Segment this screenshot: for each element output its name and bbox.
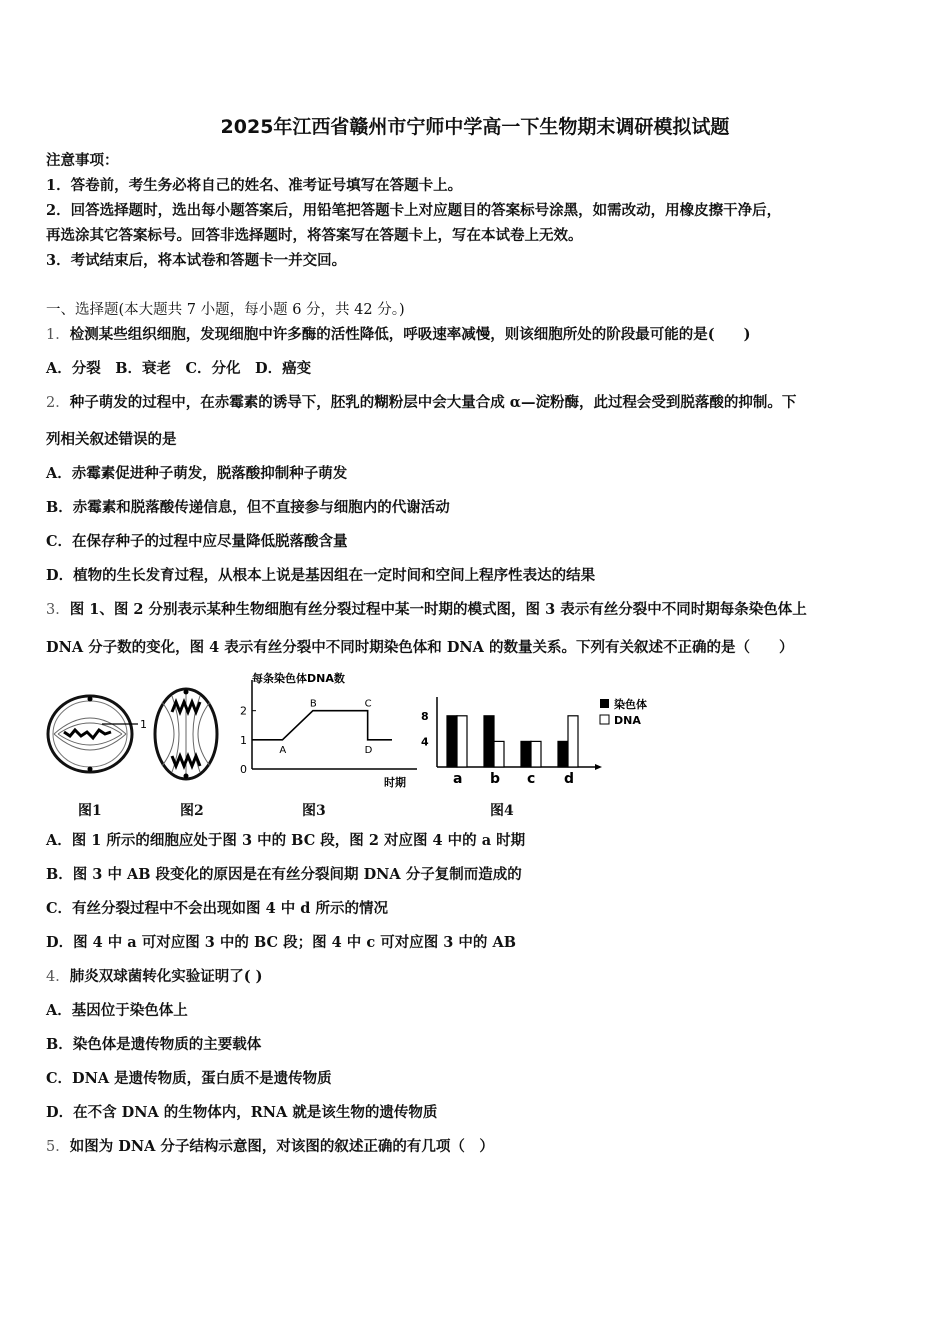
legend-label-chromosome: 染色体 — [614, 698, 647, 711]
question-2-cont: 列相关叙述错误的是 — [46, 431, 177, 448]
q2-option-c: C．在保存种子的过程中应尽量降低脱落酸含量 — [46, 533, 348, 550]
fig4-bar — [521, 741, 531, 767]
fig4-y-tick-label: 4 — [421, 735, 429, 749]
q2-option-d: D．植物的生长发育过程，从根本上说是基因组在一定时间和空间上程序性表达的结果 — [46, 567, 596, 584]
fig3-y-tick-label: 1 — [240, 733, 247, 747]
section-heading: 一、选择题(本大题共 7 小题，每小题 6 分，共 42 分。) — [46, 302, 405, 318]
question-stem: 图 1、图 2 分别表示某种生物细胞有丝分裂过程中某一时期的模式图，图 3 表示有丝分裂中不同时期每条染色体上 — [69, 601, 807, 618]
notice-heading: 注意事项： — [46, 152, 119, 169]
legend-swatch-chromosome — [600, 699, 609, 708]
q3-option-a: A．图 1 所示的细胞应处于图 3 中的 BC 段，图 2 对应图 4 中的 a 时期 — [46, 832, 526, 849]
question-stem: 检测某些组织细胞，发现细胞中许多酶的活性降低，呼吸速率减慢，则该细胞所处的阶段最可能的是( ) — [69, 326, 751, 343]
fig2-label: 图2 — [180, 803, 204, 819]
fig4-y-tick-label: 8 — [421, 709, 429, 723]
fig1-label: 图1 — [78, 803, 102, 819]
q4-option-c: C．DNA 是遗传物质，蛋白质不是遗传物质 — [46, 1070, 332, 1087]
page-title: 2025年江西省赣州市宁师中学高一下生物期末调研模拟试题 — [220, 116, 730, 138]
fig4-bar — [484, 716, 494, 767]
q1-options: A．分裂 B．衰老 C．分化 D．癌变 — [46, 360, 312, 377]
fig2-cell — [155, 689, 217, 779]
q4-option-b: B．染色体是遗传物质的主要载体 — [46, 1036, 262, 1053]
notice-item-2-cont: 再选涂其它答案标号。回答非选择题时，将答案写在答题卡上，写在本试卷上无效。 — [46, 227, 583, 244]
legend-swatch-dna — [600, 715, 609, 724]
question-1 — [46, 325, 910, 345]
fig4-bar — [531, 741, 541, 767]
question-number: 3． — [46, 602, 70, 618]
fig3-point-label: B — [309, 698, 317, 710]
q3-option-d: D．图 4 中 a 可对应图 3 中的 BC 段；图 4 中 c 可对应图 3 中的 AB — [46, 934, 516, 951]
notice-item-1: 1．答卷前，考生务必将自己的姓名、准考证号填写在答题卡上。 — [46, 177, 463, 194]
q3-option-c: C．有丝分裂过程中不会出现如图 4 中 d 所示的情况 — [46, 900, 388, 917]
question-3-cont: DNA 分子数的变化，图 4 表示有丝分裂中不同时期染色体和 DNA 的数量关系。下列有关叙述不正确的是（ ） — [46, 639, 794, 656]
fig3-point-label: D — [364, 744, 373, 756]
q3-figures — [44, 672, 684, 822]
fig3-y-tick-label: 0 — [240, 763, 247, 776]
q2-option-a: A．赤霉素促进种子萌发，脱落酸抑制种子萌发 — [46, 465, 348, 482]
question-stem: 肺炎双球菌转化实验证明了( ) — [69, 968, 263, 985]
fig3-label: 图3 — [302, 803, 326, 819]
q2-option-b: B．赤霉素和脱落酸传递信息，但不直接参与细胞内的代谢活动 — [46, 499, 450, 516]
question-number: 5． — [46, 1139, 70, 1155]
fig1-marker: 1 — [140, 718, 147, 731]
question-2 — [46, 393, 910, 413]
q4-option-a: A．基因位于染色体上 — [46, 1002, 188, 1019]
fig3-point-label: C — [364, 698, 372, 710]
question-4 — [46, 967, 910, 987]
fig3-xlabel: 时期 — [384, 776, 406, 789]
fig3-line-chart — [240, 680, 417, 776]
fig4-bar — [558, 741, 568, 767]
fig4-bar-chart — [421, 697, 602, 787]
fig4-x-arrow — [595, 764, 602, 770]
question-3 — [46, 600, 910, 620]
fig4-bar — [568, 716, 578, 767]
fig4-category-label: a — [453, 771, 463, 787]
question-stem: 如图为 DNA 分子结构示意图，对该图的叙述正确的有几项（ ） — [69, 1138, 494, 1155]
fig4-category-label: b — [490, 771, 501, 787]
legend-label-dna: DNA — [614, 714, 641, 727]
fig4-label: 图4 — [490, 803, 514, 819]
fig4-bar — [494, 741, 504, 767]
fig1-cell — [48, 696, 138, 772]
question-number: 4． — [46, 969, 70, 985]
fig3-title: 每条染色体DNA数 — [252, 672, 345, 685]
fig3-point-label: A — [279, 744, 287, 756]
fig4-category-label: d — [564, 771, 575, 787]
question-number: 2． — [46, 395, 70, 411]
question-5 — [46, 1137, 910, 1157]
figures-svg — [44, 672, 684, 822]
fig4-bar — [447, 716, 457, 767]
q3-option-b: B．图 3 中 AB 段变化的原因是在有丝分裂间期 DNA 分子复制而造成的 — [46, 866, 522, 883]
fig4-bar — [457, 716, 467, 767]
fig4-category-label: c — [527, 771, 536, 787]
fig3-y-tick-label: 2 — [240, 704, 247, 718]
notice-item-3: 3．考试结束后，将本试卷和答题卡一并交回。 — [46, 252, 347, 269]
q4-option-d: D．在不含 DNA 的生物体内，RNA 就是该生物的遗传物质 — [46, 1104, 438, 1121]
notice-item-2: 2．回答选择题时，选出每小题答案后，用铅笔把答题卡上对应题目的答案标号涂黑，如需改动，用橡皮擦干净后， — [46, 202, 782, 219]
fig3-series-line — [252, 711, 392, 740]
question-stem: 种子萌发的过程中，在赤霉素的诱导下，胚乳的糊粉层中会大量合成 α—淀粉酶，此过程会受到脱落酸的抑制。下 — [69, 394, 797, 411]
question-number: 1． — [46, 327, 70, 343]
